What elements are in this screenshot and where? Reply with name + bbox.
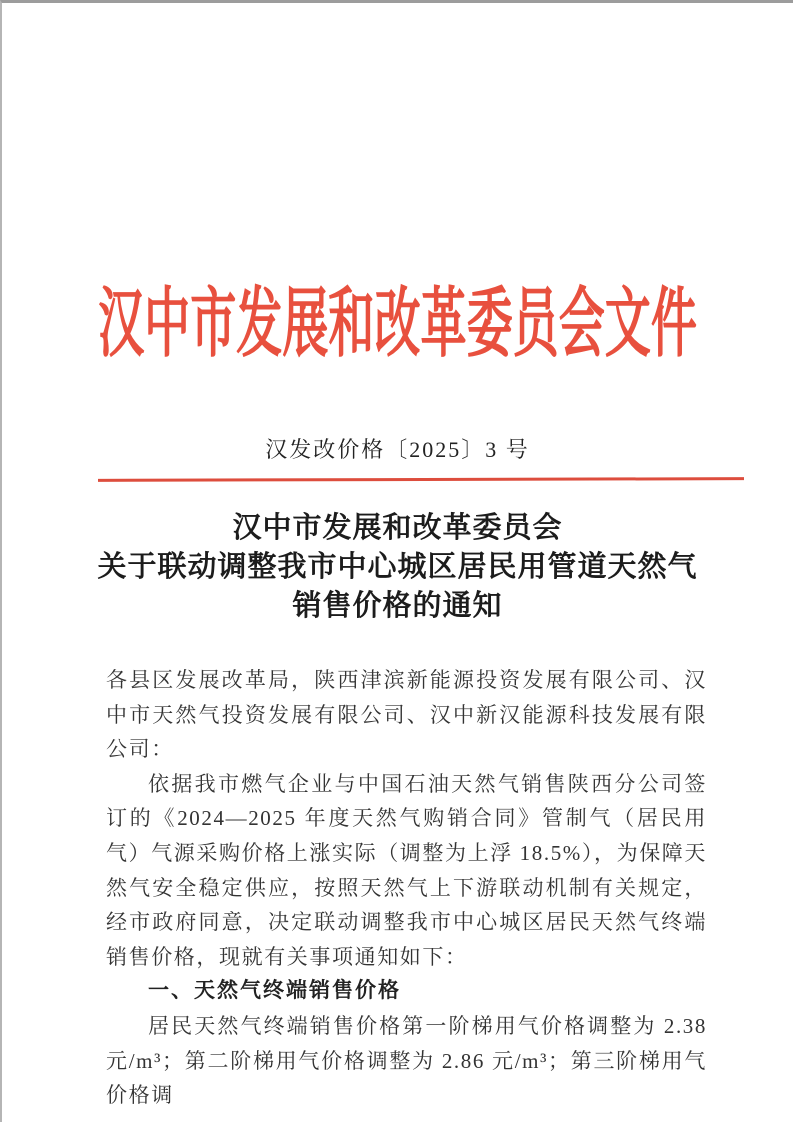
letterhead-divider-rule <box>98 477 744 482</box>
section-1-heading: 一、天然气终端销售价格 <box>148 979 401 1003</box>
notice-title-line-2: 关于联动调整我市中心城区居民用管道天然气 <box>97 551 698 583</box>
notice-title-line-1: 汉中市发展和改革委员会 <box>232 512 563 544</box>
notice-title-line-3: 销售价格的通知 <box>292 590 503 622</box>
letterhead-org-title: 汉中市发展和改革委员会文件 <box>98 282 697 368</box>
body-paragraph-1: 依据我市燃气企业与中国石油天然气销售陕西分公司签订的《2024—2025 年度天然气购销合同》管制气（居民用气）气源采购价格上涨实际（调整为上浮 18.5%），为保障天然气安全稳定供应，按照天然气上下游联动机制有关规定，经市政府同意，决定联动调整我市中心城区居民天然气终端销售价格，现就有关事项通知如下： <box>106 771 707 969</box>
addressee-paragraph: 各县区发展改革局，陕西津滨新能源投资发展有限公司、汉中市天然气投资发展有限公司、汉中新汉能源科技发展有限公司： <box>106 668 707 762</box>
notice-title <box>2 509 793 626</box>
body-paragraph-2: 居民天然气终端销售价格第一阶梯用气价格调整为 2.38 元/m³；第二阶梯用气价格调整为 2.86 元/m³；第三阶梯用气价格调 <box>106 1013 707 1108</box>
document-number: 汉发改价格〔2025〕3 号 <box>265 437 530 462</box>
document-body <box>106 663 707 1113</box>
